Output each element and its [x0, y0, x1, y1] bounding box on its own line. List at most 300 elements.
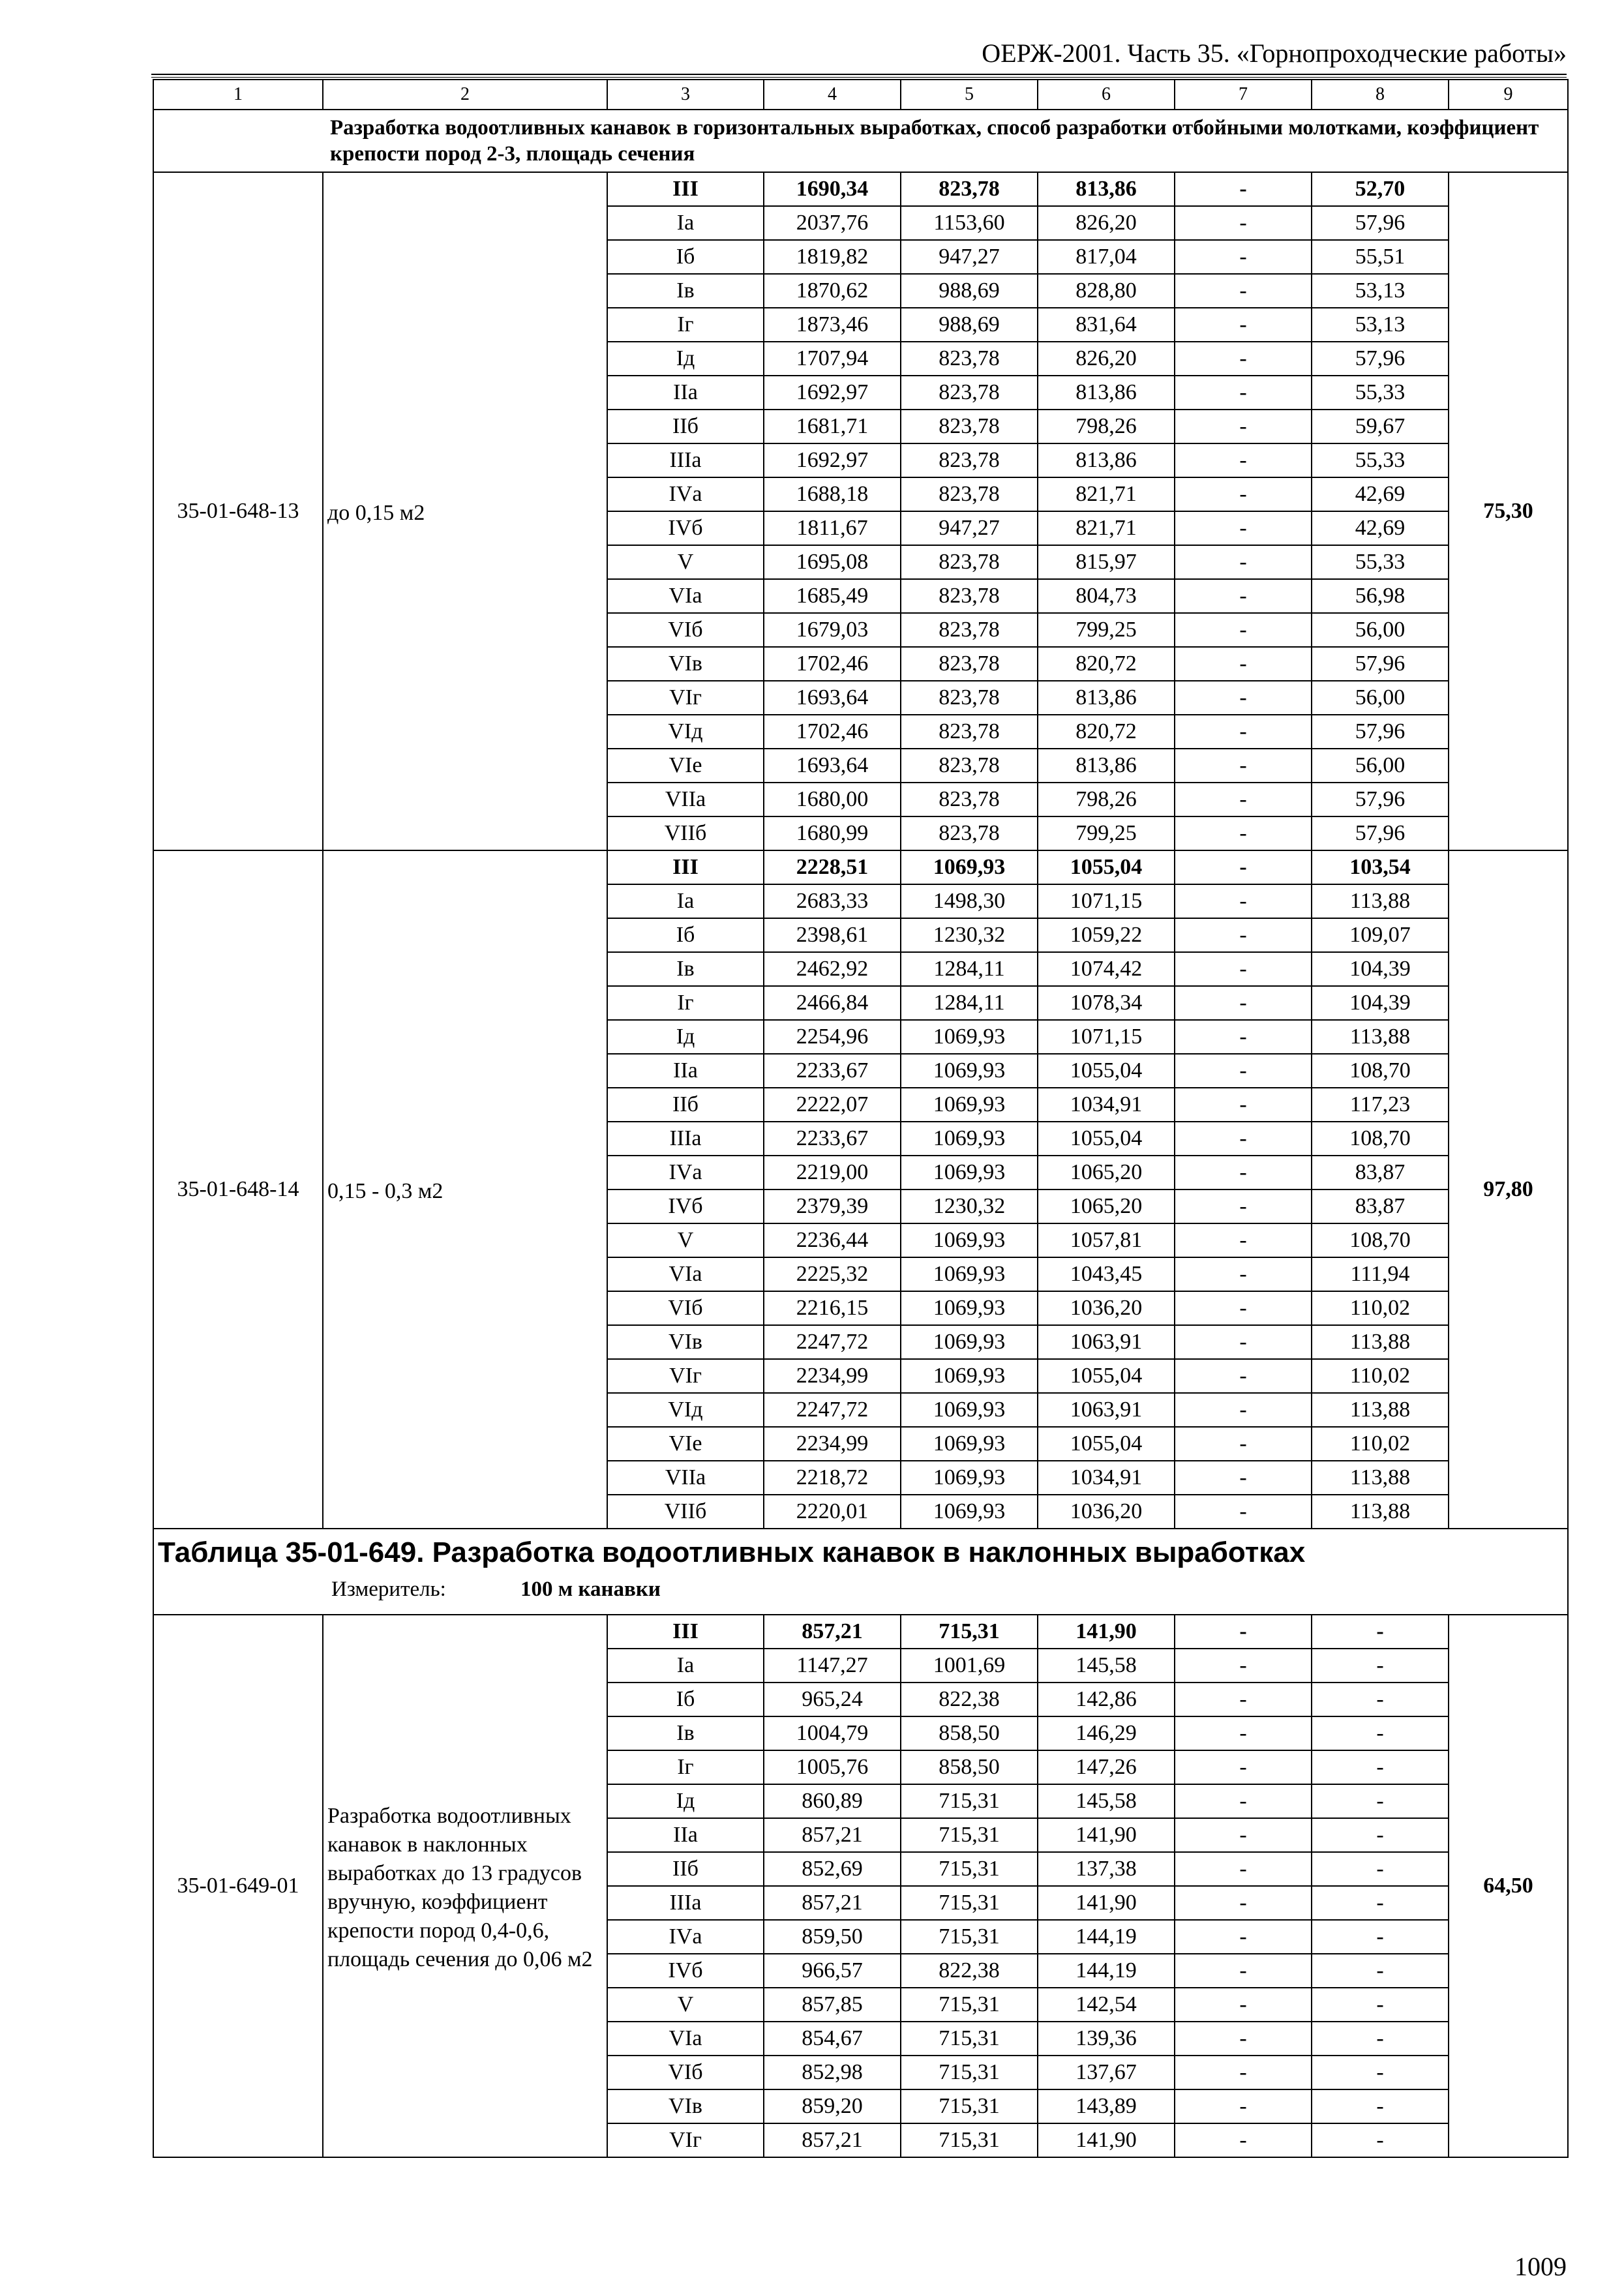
cell-col5: 1069,93: [901, 1020, 1038, 1054]
cell-col8: 52,70: [1312, 172, 1449, 206]
cell-col6: 820,72: [1038, 715, 1175, 749]
cell-col5: 823,78: [901, 410, 1038, 443]
cell-col7: -: [1175, 2056, 1312, 2089]
cell-col4: 2222,07: [764, 1088, 901, 1122]
cell-col4: 2225,32: [764, 1257, 901, 1291]
cell-col8: 110,02: [1312, 1359, 1449, 1393]
cell-col3: Iг: [607, 1750, 764, 1784]
cell-col3: IVа: [607, 477, 764, 511]
cell-col7: -: [1175, 1716, 1312, 1750]
cell-col4: 857,21: [764, 1886, 901, 1920]
cell-col4: 1873,46: [764, 308, 901, 342]
cell-col7: -: [1175, 1325, 1312, 1359]
cell-col4: 1688,18: [764, 477, 901, 511]
labor-cost: 97,80: [1449, 850, 1568, 1529]
col-number: 7: [1175, 80, 1312, 110]
cell-col7: -: [1175, 816, 1312, 850]
rates-table: [153, 79, 1569, 2158]
cell-col8: 110,02: [1312, 1291, 1449, 1325]
cell-col4: 2234,99: [764, 1359, 901, 1393]
cell-col3: VIIб: [607, 816, 764, 850]
cell-col3: Iг: [607, 308, 764, 342]
cell-col4: 2462,92: [764, 952, 901, 986]
rate-description: Разработка водоотливных канавок в наклонных выработках до 13 градусов вручную, коэффициент крепости пород 0,4-0,6, площадь сечения до 0,06 м2: [323, 1615, 607, 2157]
cell-col4: 2254,96: [764, 1020, 901, 1054]
cell-col4: 1147,27: [764, 1649, 901, 1683]
rate-description: до 0,15 м2: [323, 172, 607, 850]
cell-col3: IIа: [607, 1818, 764, 1852]
labor-cost: 64,50: [1449, 1615, 1568, 2157]
cell-col5: 1498,30: [901, 884, 1038, 918]
cell-col3: VIб: [607, 2056, 764, 2089]
cell-col3: IVа: [607, 1156, 764, 1189]
cell-col4: 1695,08: [764, 545, 901, 579]
table-row: [153, 850, 1568, 884]
header-rule: [151, 74, 1567, 75]
cell-col5: 1153,60: [901, 206, 1038, 240]
cell-col3: VIг: [607, 2123, 764, 2157]
cell-col7: -: [1175, 749, 1312, 783]
cell-col7: -: [1175, 1393, 1312, 1427]
cell-col5: 715,31: [901, 1784, 1038, 1818]
cell-col6: 142,86: [1038, 1683, 1175, 1716]
cell-col3: VIа: [607, 579, 764, 613]
cell-col7: -: [1175, 2089, 1312, 2123]
cell-col5: 1069,93: [901, 1054, 1038, 1088]
cell-col7: -: [1175, 1359, 1312, 1393]
cell-col3: VIд: [607, 715, 764, 749]
cell-col7: -: [1175, 2123, 1312, 2157]
cell-col4: 1685,49: [764, 579, 901, 613]
cell-col4: 2247,72: [764, 1393, 901, 1427]
cell-col7: -: [1175, 1291, 1312, 1325]
rate-description: 0,15 - 0,3 м2: [323, 850, 607, 1529]
cell-col4: 1679,03: [764, 613, 901, 647]
cell-col4: 1702,46: [764, 715, 901, 749]
cell-col6: 141,90: [1038, 1615, 1175, 1649]
cell-col3: IIа: [607, 376, 764, 410]
cell-col8: -: [1312, 1920, 1449, 1954]
cell-col6: 141,90: [1038, 2123, 1175, 2157]
cell-col6: 1055,04: [1038, 1359, 1175, 1393]
col-number: 4: [764, 80, 901, 110]
cell-col7: -: [1175, 1189, 1312, 1223]
cell-col3: VIе: [607, 1427, 764, 1461]
cell-col7: -: [1175, 1886, 1312, 1920]
cell-col6: 1036,20: [1038, 1495, 1175, 1529]
cell-col4: 1707,94: [764, 342, 901, 376]
cell-col3: Iв: [607, 274, 764, 308]
labor-cost: 75,30: [1449, 172, 1568, 850]
cell-col7: -: [1175, 715, 1312, 749]
cell-col5: 1069,93: [901, 1359, 1038, 1393]
table2-title: Таблица 35-01-649. Разработка водоотливных канавок в наклонных выработках: [158, 1536, 1306, 1568]
cell-col8: -: [1312, 1784, 1449, 1818]
cell-col8: 113,88: [1312, 1393, 1449, 1427]
cell-col6: 798,26: [1038, 410, 1175, 443]
cell-col5: 1069,93: [901, 1427, 1038, 1461]
cell-col5: 823,78: [901, 681, 1038, 715]
cell-col6: 1036,20: [1038, 1291, 1175, 1325]
cell-col7: -: [1175, 1427, 1312, 1461]
cell-col5: 823,78: [901, 749, 1038, 783]
cell-col8: 104,39: [1312, 952, 1449, 986]
cell-col4: 1702,46: [764, 647, 901, 681]
cell-col5: 823,78: [901, 579, 1038, 613]
cell-col7: -: [1175, 172, 1312, 206]
cell-col4: 859,50: [764, 1920, 901, 1954]
cell-col8: 104,39: [1312, 986, 1449, 1020]
cell-col4: 857,21: [764, 2123, 901, 2157]
cell-col7: -: [1175, 681, 1312, 715]
cell-col7: -: [1175, 477, 1312, 511]
cell-col4: 2379,39: [764, 1189, 901, 1223]
cell-col5: 823,78: [901, 783, 1038, 816]
cell-col7: -: [1175, 545, 1312, 579]
cell-col8: 42,69: [1312, 511, 1449, 545]
cell-col8: 113,88: [1312, 1495, 1449, 1529]
table-body: [153, 80, 1568, 2157]
cell-col7: -: [1175, 986, 1312, 1020]
cell-col8: 55,33: [1312, 443, 1449, 477]
section-title: Разработка водоотливных канавок в горизонтальных выработках, способ разработки отбойными молотками, коэффициент крепости пород 2-3, площадь сечения: [153, 110, 1568, 172]
cell-col8: -: [1312, 2022, 1449, 2056]
cell-col4: 2220,01: [764, 1495, 901, 1529]
cell-col3: V: [607, 1988, 764, 2022]
cell-col7: -: [1175, 850, 1312, 884]
cell-col4: 2683,33: [764, 884, 901, 918]
cell-col7: -: [1175, 240, 1312, 274]
cell-col6: 1071,15: [1038, 1020, 1175, 1054]
cell-col3: VIе: [607, 749, 764, 783]
cell-col4: 965,24: [764, 1683, 901, 1716]
cell-col4: 857,85: [764, 1988, 901, 2022]
cell-col6: 1055,04: [1038, 1054, 1175, 1088]
cell-col6: 804,73: [1038, 579, 1175, 613]
cell-col7: -: [1175, 376, 1312, 410]
cell-col7: -: [1175, 1461, 1312, 1495]
cell-col8: -: [1312, 1988, 1449, 2022]
cell-col7: -: [1175, 1122, 1312, 1156]
cell-col8: 83,87: [1312, 1156, 1449, 1189]
cell-col7: -: [1175, 1020, 1312, 1054]
cell-col6: 146,29: [1038, 1716, 1175, 1750]
cell-col5: 715,31: [901, 1615, 1038, 1649]
cell-col3: IIб: [607, 1088, 764, 1122]
cell-col6: 1071,15: [1038, 884, 1175, 918]
cell-col5: 822,38: [901, 1683, 1038, 1716]
cell-col8: 57,96: [1312, 647, 1449, 681]
cell-col4: 2466,84: [764, 986, 901, 1020]
cell-col5: 715,31: [901, 1988, 1038, 2022]
cell-col6: 826,20: [1038, 206, 1175, 240]
cell-col8: 117,23: [1312, 1088, 1449, 1122]
cell-col5: 1069,93: [901, 1461, 1038, 1495]
cell-col3: V: [607, 545, 764, 579]
cell-col6: 141,90: [1038, 1886, 1175, 1920]
cell-col5: 947,27: [901, 240, 1038, 274]
cell-col7: -: [1175, 511, 1312, 545]
cell-col4: 1004,79: [764, 1716, 901, 1750]
cell-col6: 826,20: [1038, 342, 1175, 376]
cell-col6: 144,19: [1038, 1954, 1175, 1988]
cell-col8: -: [1312, 1716, 1449, 1750]
cell-col3: VIIб: [607, 1495, 764, 1529]
cell-col7: -: [1175, 1954, 1312, 1988]
cell-col5: 715,31: [901, 1852, 1038, 1886]
cell-col7: -: [1175, 308, 1312, 342]
cell-col3: Iб: [607, 918, 764, 952]
cell-col5: 715,31: [901, 2089, 1038, 2123]
cell-col8: -: [1312, 2089, 1449, 2123]
cell-col7: -: [1175, 952, 1312, 986]
cell-col7: -: [1175, 647, 1312, 681]
cell-col8: 42,69: [1312, 477, 1449, 511]
cell-col6: 813,86: [1038, 681, 1175, 715]
col-number: 5: [901, 80, 1038, 110]
cell-col5: 715,31: [901, 1818, 1038, 1852]
cell-col6: 145,58: [1038, 1649, 1175, 1683]
cell-col3: VIа: [607, 2022, 764, 2056]
cell-col5: 988,69: [901, 274, 1038, 308]
cell-col8: -: [1312, 1852, 1449, 1886]
cell-col7: -: [1175, 1615, 1312, 1649]
cell-col3: IIб: [607, 1852, 764, 1886]
cell-col8: 108,70: [1312, 1223, 1449, 1257]
cell-col6: 147,26: [1038, 1750, 1175, 1784]
section-title-row: [153, 110, 1568, 172]
cell-col5: 1069,93: [901, 850, 1038, 884]
cell-col8: 53,13: [1312, 274, 1449, 308]
cell-col5: 823,78: [901, 443, 1038, 477]
cell-col7: -: [1175, 1750, 1312, 1784]
cell-col5: 823,78: [901, 545, 1038, 579]
cell-col3: Iб: [607, 240, 764, 274]
cell-col3: Iд: [607, 342, 764, 376]
cell-col6: 1063,91: [1038, 1325, 1175, 1359]
cell-col5: 1069,93: [901, 1393, 1038, 1427]
cell-col3: Iд: [607, 1020, 764, 1054]
cell-col8: 103,54: [1312, 850, 1449, 884]
cell-col5: 823,78: [901, 613, 1038, 647]
cell-col5: 1284,11: [901, 986, 1038, 1020]
cell-col5: 823,78: [901, 172, 1038, 206]
cell-col6: 1078,34: [1038, 986, 1175, 1020]
cell-col8: 57,96: [1312, 206, 1449, 240]
cell-col6: 1065,20: [1038, 1156, 1175, 1189]
cell-col6: 139,36: [1038, 2022, 1175, 2056]
cell-col4: 2247,72: [764, 1325, 901, 1359]
cell-col3: VIд: [607, 1393, 764, 1427]
rate-code: 35-01-649-01: [153, 1615, 323, 2157]
cell-col4: 2233,67: [764, 1122, 901, 1156]
rate-code: 35-01-648-14: [153, 850, 323, 1529]
cell-col7: -: [1175, 884, 1312, 918]
cell-col4: 1693,64: [764, 681, 901, 715]
cell-col4: 1690,34: [764, 172, 901, 206]
cell-col8: -: [1312, 1649, 1449, 1683]
cell-col5: 947,27: [901, 511, 1038, 545]
col-number: 3: [607, 80, 764, 110]
cell-col7: -: [1175, 1495, 1312, 1529]
cell-col4: 966,57: [764, 1954, 901, 1988]
cell-col6: 1074,42: [1038, 952, 1175, 986]
cell-col5: 823,78: [901, 647, 1038, 681]
cell-col7: -: [1175, 443, 1312, 477]
col-number: 8: [1312, 80, 1449, 110]
page-header: ОЕРЖ-2001. Часть 35. «Горнопроходческие работы»: [982, 38, 1567, 68]
cell-col7: -: [1175, 410, 1312, 443]
column-number-row: [153, 80, 1568, 110]
cell-col7: -: [1175, 1649, 1312, 1683]
cell-col6: 137,38: [1038, 1852, 1175, 1886]
cell-col7: -: [1175, 1088, 1312, 1122]
cell-col8: -: [1312, 1886, 1449, 1920]
cell-col6: 1043,45: [1038, 1257, 1175, 1291]
table-row: [153, 172, 1568, 206]
cell-col6: 799,25: [1038, 613, 1175, 647]
cell-col4: 1680,00: [764, 783, 901, 816]
cell-col7: -: [1175, 1257, 1312, 1291]
cell-col6: 828,80: [1038, 274, 1175, 308]
cell-col8: 108,70: [1312, 1122, 1449, 1156]
cell-col5: 715,31: [901, 2022, 1038, 2056]
col-number: 6: [1038, 80, 1175, 110]
cell-col6: 1065,20: [1038, 1189, 1175, 1223]
cell-col5: 715,31: [901, 2056, 1038, 2089]
cell-col3: VIб: [607, 613, 764, 647]
cell-col5: 858,50: [901, 1750, 1038, 1784]
cell-col3: Iа: [607, 206, 764, 240]
cell-col8: -: [1312, 1615, 1449, 1649]
cell-col7: -: [1175, 579, 1312, 613]
page-number: 1009: [1514, 2252, 1567, 2281]
cell-col7: -: [1175, 783, 1312, 816]
cell-col3: III: [607, 172, 764, 206]
measure-line: [158, 1576, 1563, 1602]
cell-col8: -: [1312, 1818, 1449, 1852]
cell-col8: 57,96: [1312, 342, 1449, 376]
cell-col3: IVб: [607, 511, 764, 545]
cell-col7: -: [1175, 1223, 1312, 1257]
cell-col7: -: [1175, 274, 1312, 308]
cell-col3: VIв: [607, 1325, 764, 1359]
cell-col3: VIг: [607, 681, 764, 715]
cell-col5: 858,50: [901, 1716, 1038, 1750]
cell-col4: 1005,76: [764, 1750, 901, 1784]
cell-col7: -: [1175, 1852, 1312, 1886]
cell-col6: 1055,04: [1038, 850, 1175, 884]
measure-value: 100 м канавки: [520, 1578, 661, 1601]
cell-col4: 2037,76: [764, 206, 901, 240]
cell-col6: 1055,04: [1038, 1122, 1175, 1156]
cell-col5: 1284,11: [901, 952, 1038, 986]
cell-col8: 57,96: [1312, 715, 1449, 749]
cell-col4: 2216,15: [764, 1291, 901, 1325]
cell-col5: 1069,93: [901, 1088, 1038, 1122]
cell-col3: VIг: [607, 1359, 764, 1393]
cell-col3: VIIа: [607, 1461, 764, 1495]
cell-col8: 56,98: [1312, 579, 1449, 613]
cell-col8: -: [1312, 2123, 1449, 2157]
cell-col3: IVб: [607, 1189, 764, 1223]
cell-col8: -: [1312, 1683, 1449, 1716]
cell-col5: 822,38: [901, 1954, 1038, 1988]
cell-col6: 1034,91: [1038, 1088, 1175, 1122]
col-number: 9: [1449, 80, 1568, 110]
cell-col8: 56,00: [1312, 749, 1449, 783]
cell-col3: IIIа: [607, 1886, 764, 1920]
cell-col7: -: [1175, 613, 1312, 647]
cell-col4: 1692,97: [764, 443, 901, 477]
cell-col8: -: [1312, 1750, 1449, 1784]
col-number: 2: [323, 80, 607, 110]
cell-col4: 2233,67: [764, 1054, 901, 1088]
cell-col4: 2219,00: [764, 1156, 901, 1189]
header-rule-thin: [151, 77, 1567, 78]
cell-col8: 111,94: [1312, 1257, 1449, 1291]
cell-col3: Iа: [607, 1649, 764, 1683]
cell-col6: 145,58: [1038, 1784, 1175, 1818]
cell-col8: 108,70: [1312, 1054, 1449, 1088]
cell-col4: 2218,72: [764, 1461, 901, 1495]
cell-col4: 1681,71: [764, 410, 901, 443]
cell-col8: 55,33: [1312, 545, 1449, 579]
table-row: [153, 1615, 1568, 1649]
cell-col3: IIIа: [607, 443, 764, 477]
cell-col6: 143,89: [1038, 2089, 1175, 2123]
cell-col6: 137,67: [1038, 2056, 1175, 2089]
cell-col7: -: [1175, 1784, 1312, 1818]
cell-col6: 831,64: [1038, 308, 1175, 342]
cell-col5: 1069,93: [901, 1257, 1038, 1291]
cell-col7: -: [1175, 342, 1312, 376]
cell-col3: IIIа: [607, 1122, 764, 1156]
cell-col6: 1063,91: [1038, 1393, 1175, 1427]
cell-col8: 55,33: [1312, 376, 1449, 410]
cell-col6: 799,25: [1038, 816, 1175, 850]
cell-col3: Iб: [607, 1683, 764, 1716]
cell-col6: 1034,91: [1038, 1461, 1175, 1495]
cell-col8: 113,88: [1312, 1325, 1449, 1359]
cell-col4: 2228,51: [764, 850, 901, 884]
cell-col6: 1057,81: [1038, 1223, 1175, 1257]
cell-col4: 857,21: [764, 1818, 901, 1852]
cell-col3: III: [607, 850, 764, 884]
cell-col6: 815,97: [1038, 545, 1175, 579]
cell-col4: 1680,99: [764, 816, 901, 850]
cell-col4: 2234,99: [764, 1427, 901, 1461]
cell-col3: VIб: [607, 1291, 764, 1325]
cell-col3: Iг: [607, 986, 764, 1020]
cell-col6: 813,86: [1038, 376, 1175, 410]
cell-col3: III: [607, 1615, 764, 1649]
cell-col3: VIIа: [607, 783, 764, 816]
cell-col4: 852,98: [764, 2056, 901, 2089]
table2-title-cell: [153, 1529, 1568, 1615]
cell-col8: 55,51: [1312, 240, 1449, 274]
cell-col4: 1693,64: [764, 749, 901, 783]
measure-label: Измеритель:: [331, 1578, 446, 1601]
cell-col5: 823,78: [901, 342, 1038, 376]
cell-col8: 53,13: [1312, 308, 1449, 342]
cell-col5: 1230,32: [901, 1189, 1038, 1223]
cell-col6: 798,26: [1038, 783, 1175, 816]
cell-col8: 56,00: [1312, 681, 1449, 715]
cell-col3: V: [607, 1223, 764, 1257]
cell-col7: -: [1175, 1054, 1312, 1088]
cell-col5: 823,78: [901, 816, 1038, 850]
